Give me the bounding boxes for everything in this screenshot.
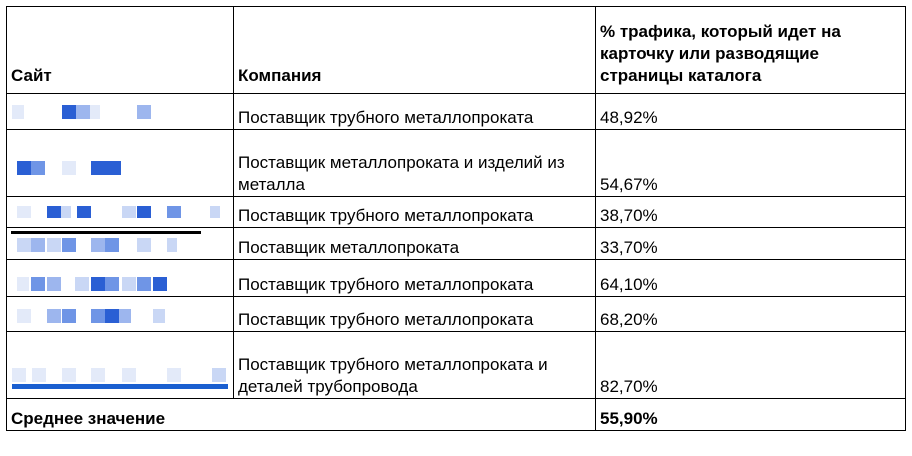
company-cell: Поставщик трубного металлопроката <box>234 297 596 332</box>
traffic-cell: 64,10% <box>596 260 906 297</box>
header-site: Сайт <box>7 7 234 94</box>
site-cell-redacted <box>7 197 234 228</box>
traffic-cell: 33,70% <box>596 228 906 260</box>
traffic-cell: 82,70% <box>596 332 906 399</box>
company-cell: Поставщик металлопроката <box>234 228 596 260</box>
table-row <box>7 297 906 332</box>
site-cell-redacted <box>7 228 234 260</box>
site-cell-redacted <box>7 260 234 297</box>
table-row <box>7 197 906 228</box>
average-label: Среднее значение <box>7 399 596 431</box>
company-cell: Поставщик трубного металлопроката <box>234 197 596 228</box>
company-cell: Поставщик трубного металлопроката <box>234 260 596 297</box>
table-row <box>7 228 906 260</box>
site-cell-redacted <box>7 130 234 197</box>
table-row <box>7 332 906 399</box>
site-cell-redacted <box>7 297 234 332</box>
header-company: Компания <box>234 7 596 94</box>
header-traffic-share: % трафика, который идет на карточку или разводящие страницы каталога <box>596 7 906 94</box>
header-row <box>7 7 906 94</box>
traffic-cell: 68,20% <box>596 297 906 332</box>
site-cell-redacted <box>7 94 234 130</box>
table-row <box>7 94 906 130</box>
traffic-table <box>6 6 906 431</box>
traffic-cell: 48,92% <box>596 94 906 130</box>
company-cell: Поставщик трубного металлопроката <box>234 94 596 130</box>
average-row <box>7 399 906 431</box>
company-cell: Поставщик металлопроката и изделий из металла <box>234 130 596 197</box>
table-row <box>7 260 906 297</box>
company-cell: Поставщик трубного металлопроката и деталей трубопровода <box>234 332 596 399</box>
traffic-cell: 38,70% <box>596 197 906 228</box>
traffic-cell: 54,67% <box>596 130 906 197</box>
site-cell-redacted <box>7 332 234 399</box>
average-value: 55,90% <box>596 399 906 431</box>
table-row <box>7 130 906 197</box>
